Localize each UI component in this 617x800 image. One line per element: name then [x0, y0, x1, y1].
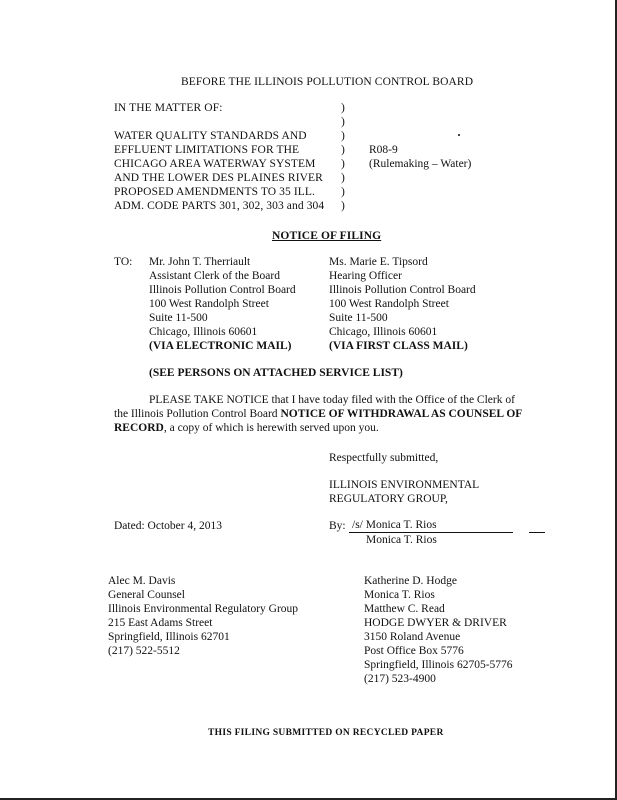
recipient-line: 100 West Randolph Street	[329, 298, 449, 310]
matter-line: AND THE LOWER DES PLAINES RIVER	[114, 172, 323, 184]
counsel-line: 215 East Adams Street	[108, 617, 213, 629]
counsel-right	[364, 574, 513, 686]
docket-type: (Rulemaking – Water)	[369, 158, 472, 170]
counsel-line: Post Office Box 5776	[364, 645, 464, 657]
paren: )	[341, 200, 345, 212]
body-line-3	[114, 421, 379, 435]
recipient-line: Suite 11-500	[149, 312, 208, 324]
org-name-line-1: ILLINOIS ENVIRONMENTAL	[329, 479, 480, 491]
body-text: the Illinois Pollution Control Board	[114, 408, 281, 420]
recipient-block	[149, 255, 296, 353]
board-title: BEFORE THE ILLINOIS POLLUTION CONTROL BOARD	[181, 76, 474, 88]
recipient-block	[329, 255, 476, 353]
scan-speck	[458, 134, 460, 136]
matter-line: EFFLUENT LIMITATIONS FOR THE	[114, 144, 300, 156]
caption-parens	[341, 101, 345, 213]
matter-line: WATER QUALITY STANDARDS AND	[114, 130, 307, 142]
recipient-line: Chicago, Illinois 60601	[329, 326, 438, 338]
counsel-line: (217) 522-5512	[108, 645, 180, 657]
recipient-delivery-method: (VIA ELECTRONIC MAIL)	[149, 340, 292, 352]
respectfully-submitted: Respectfully submitted,	[329, 452, 439, 464]
paren: )	[341, 172, 345, 184]
body-text: , a copy of which is herewith served upon you.	[163, 422, 379, 434]
by-label: By:	[329, 520, 346, 532]
counsel-line: Springfield, Illinois 62701	[108, 631, 230, 643]
counsel-line: Alec M. Davis	[108, 575, 176, 587]
recipient-line: Hearing Officer	[329, 270, 402, 282]
matter-line: ADM. CODE PARTS 301, 302, 303 and 304	[114, 200, 325, 212]
counsel-line: 3150 Roland Avenue	[364, 631, 461, 643]
matter-description	[114, 129, 324, 213]
in-the-matter-label: IN THE MATTER OF:	[114, 102, 223, 114]
counsel-line: (217) 523-4900	[364, 673, 436, 685]
counsel-line: HODGE DWYER & DRIVER	[364, 617, 507, 629]
signer-name: Monica T. Rios	[366, 534, 437, 546]
paren: )	[341, 144, 345, 156]
counsel-line: Monica T. Rios	[364, 589, 435, 601]
counsel-left	[108, 574, 298, 658]
recipient-line: Chicago, Illinois 60601	[149, 326, 258, 338]
paren: )	[341, 158, 345, 170]
service-list-note: (SEE PERSONS ON ATTACHED SERVICE LIST)	[149, 367, 403, 379]
recipient-delivery-method: (VIA FIRST CLASS MAIL)	[329, 340, 468, 352]
paren: )	[341, 102, 345, 114]
counsel-line: General Counsel	[108, 589, 185, 601]
recipient-line: Mr. John T. Therriault	[149, 256, 251, 268]
body-line-2	[114, 407, 522, 421]
recipient-line: Illinois Pollution Control Board	[329, 284, 476, 296]
paren: )	[341, 130, 345, 142]
paren: )	[341, 186, 345, 198]
electronic-signature: /s/ Monica T. Rios	[352, 519, 437, 531]
counsel-line: Springfield, Illinois 62705-5776	[364, 659, 513, 671]
matter-line: PROPOSED AMENDMENTS TO 35 ILL.	[114, 186, 315, 198]
to-label: TO:	[114, 256, 133, 268]
recipient-line: Suite 11-500	[329, 312, 388, 324]
body-line-1: PLEASE TAKE NOTICE that I have today filed with the Office of the Clerk of	[149, 394, 515, 406]
counsel-line: Illinois Environmental Regulatory Group	[108, 603, 299, 615]
document-title: NOTICE OF WITHDRAWAL AS COUNSEL OF	[280, 408, 523, 420]
docket-number: R08-9	[369, 144, 398, 156]
recipient-line: Ms. Marie E. Tipsord	[329, 256, 428, 268]
document-title-end: RECORD	[114, 422, 164, 434]
signature-line-tail	[529, 532, 545, 533]
org-name-line-2: REGULATORY GROUP,	[329, 493, 448, 505]
recipient-line: Illinois Pollution Control Board	[149, 284, 296, 296]
paren: )	[341, 116, 345, 128]
counsel-line: Matthew C. Read	[364, 603, 445, 615]
notice-title: NOTICE OF FILING	[272, 230, 382, 242]
recipient-line: 100 West Randolph Street	[149, 298, 269, 310]
dated: Dated: October 4, 2013	[114, 520, 222, 532]
recipient-line: Assistant Clerk of the Board	[149, 270, 280, 282]
recycled-paper-footer: THIS FILING SUBMITTED ON RECYCLED PAPER	[208, 728, 444, 738]
counsel-line: Katherine D. Hodge	[364, 575, 457, 587]
matter-line: CHICAGO AREA WATERWAY SYSTEM	[114, 158, 316, 170]
